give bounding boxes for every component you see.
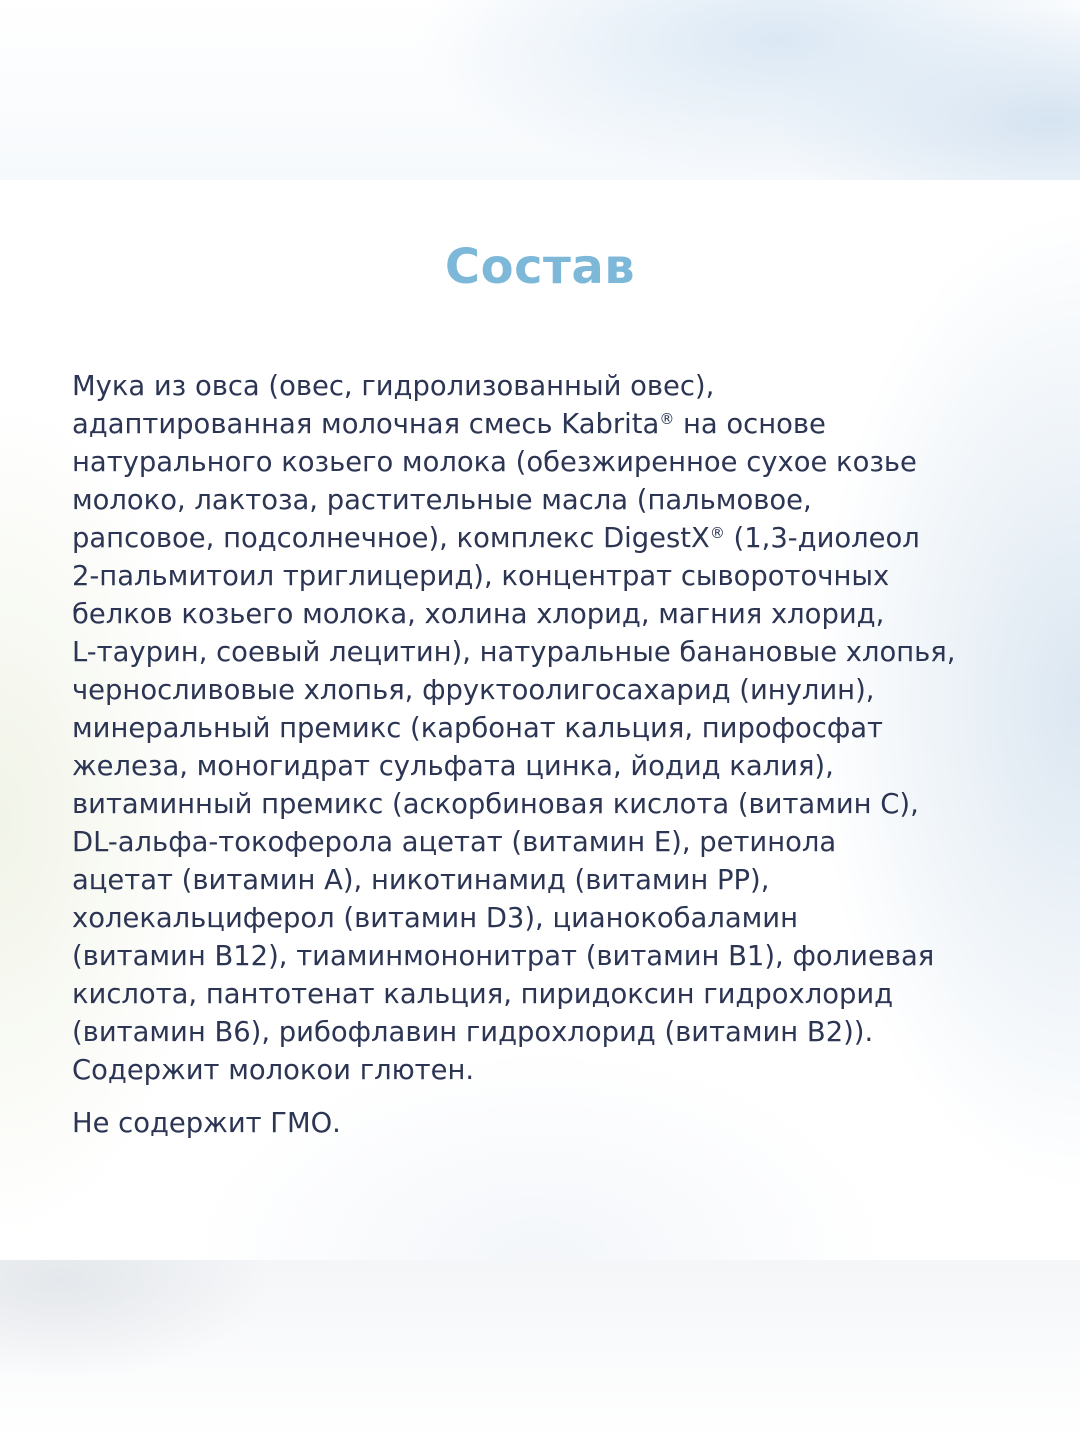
composition-line: натурального козьего молока (обезжиренное сухое козье [72, 447, 917, 478]
page-title: Состав [444, 239, 636, 295]
composition-text [72, 368, 1022, 1090]
registered-mark: ® [709, 524, 725, 542]
top-background-band [0, 0, 1080, 180]
composition-line: L-таурин, соевый лецитин), натуральные банановые хлопья, [72, 637, 956, 668]
composition-line: рапсовое, подсолнечное), комплекс DigestX® (1,3-диолеол [72, 523, 920, 554]
composition-line: витаминный премикс (аскорбиновая кислота (витамин С), [72, 789, 919, 820]
bottom-background-band [0, 1260, 1080, 1440]
composition-line: 2-пальмитоил триглицерид), концентрат сывороточных [72, 561, 890, 592]
composition-line: (витамин В12), тиаминмононитрат (витамин В1), фолиевая [72, 941, 935, 972]
composition-line: ацетат (витамин А), никотинамид (витамин РР), [72, 865, 770, 896]
composition-line: минеральный премикс (карбонат кальция, пирофосфат [72, 713, 883, 744]
composition-line: черносливовые хлопья, фруктоолигосахарид (инулин), [72, 675, 875, 706]
composition-line: DL-альфа-токоферола ацетат (витамин Е), ретинола [72, 827, 837, 858]
no-gmo-note: Не содержит ГМО. [72, 1108, 341, 1139]
composition-line: Мука из овса (овес, гидролизованный овес), [72, 371, 715, 402]
composition-line: железа, моногидрат сульфата цинка, йодид калия), [72, 751, 834, 782]
composition-line: белков козьего молока, холина хлорид, магния хлорид, [72, 599, 885, 630]
composition-line: (витамин В6), рибофлавин гидрохлорид (витамин В2)). [72, 1017, 874, 1048]
registered-mark: ® [659, 410, 675, 428]
composition-line: кислота, пантотенат кальция, пиридоксин гидрохлорид [72, 979, 894, 1010]
composition-line: Содержит молокои глютен. [72, 1055, 475, 1086]
composition-line: молоко, лактоза, растительные масла (пальмовое, [72, 485, 812, 516]
composition-line: адаптированная молочная смесь Kabrita® на основе [72, 409, 826, 440]
composition-line: холекальциферол (витамин D3), цианокобаламин [72, 903, 798, 934]
